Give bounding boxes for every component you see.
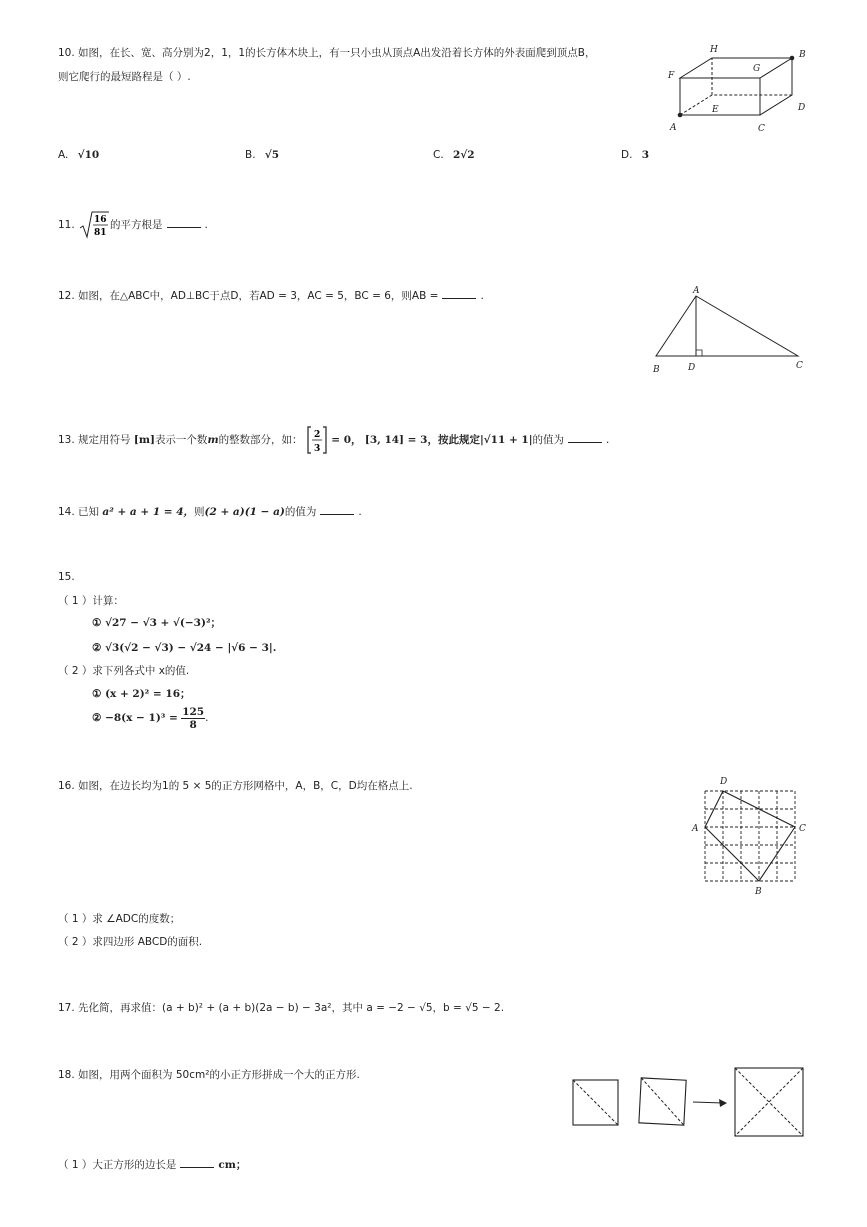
- label-C: C: [796, 361, 803, 371]
- q11: 11. 16 81 的平方根是 .: [58, 210, 208, 240]
- squares-figure: [565, 1062, 810, 1142]
- label-C: C: [758, 124, 765, 134]
- q13: 13. 规定用符号 [m]表示一个数m的整数部分，如： 2 3 = 0， [3, 14] = 3，按此规定|√11 + 1|的值为 .: [58, 426, 609, 454]
- answer-blank[interactable]: [180, 1158, 214, 1168]
- label-H: H: [710, 45, 718, 55]
- sqrt-fraction: [78, 210, 110, 240]
- q18: 18. 如图，用两个面积为 50cm²的小正方形拼成一个大的正方形.: [58, 1069, 360, 1081]
- q10-option-d[interactable]: D. 3: [621, 149, 650, 161]
- label-C: C: [799, 824, 806, 834]
- label-E: E: [712, 105, 719, 115]
- q15-part2-b: ② −8(x − 1)³ = $\frac{125}{8}$ .: [92, 705, 209, 731]
- q16-part1: （ 1 ）求 ∠ADC的度数；: [58, 913, 181, 925]
- cuboid-figure: [660, 40, 810, 140]
- q10-option-b[interactable]: B. √5: [245, 149, 280, 161]
- q15-part2: （ 2 ）求下列各式中 x的值.: [58, 665, 190, 677]
- label-A: A: [692, 824, 699, 834]
- label-B: B: [653, 365, 660, 375]
- answer-blank[interactable]: [167, 218, 201, 228]
- label-B: B: [755, 887, 762, 897]
- q14: 14. 已知 a² + a + 1 = 4，则(2 + a)(1 − a)的值为 .: [58, 506, 362, 518]
- q15-part2-a: ① (x + 2)² = 16；: [92, 688, 191, 700]
- q15-title: 15.: [58, 571, 75, 583]
- q17: 17. 先化简，再求值：(a + b)² + (a + b)(2a − b) − 3a²，其中 a = −2 − √5，b = √5 − 2.: [58, 1002, 505, 1014]
- label-D: D: [688, 363, 696, 373]
- label-D: D: [720, 777, 728, 787]
- radical-sign-icon: [78, 210, 110, 240]
- q15-part1-a: ① √27 − √3 + √(−3)²；: [92, 617, 222, 629]
- svg-text:16: 16: [94, 215, 107, 225]
- q15-part1: （ 1 ）计算：: [58, 595, 124, 607]
- grid-figure: [688, 772, 812, 898]
- triangle-figure: [648, 284, 810, 376]
- label-A: A: [693, 286, 700, 296]
- q15-part1-b: ② √3(√2 − √3) − √24 − |√6 − 3|.: [92, 642, 277, 654]
- answer-blank[interactable]: [320, 505, 354, 515]
- label-G: G: [753, 64, 761, 74]
- svg-text:3: 3: [313, 444, 321, 454]
- q16: 16. 如图，在边长均为1的 5 × 5的正方形网格中，A，B，C，D均在格点上.: [58, 780, 413, 792]
- fraction: $\frac{125}{8}$: [182, 705, 205, 731]
- bracket-fraction-icon: [306, 426, 328, 454]
- q18-part1: （ 1 ）大正方形的边长是 cm；: [58, 1159, 247, 1171]
- q12: 12. 如图，在△ABC中，AD⊥BC于点D，若AD = 3，AC = 5，BC = 6，则AB = .: [58, 290, 484, 302]
- answer-blank[interactable]: [442, 289, 476, 299]
- svg-text:81: 81: [94, 228, 107, 238]
- svg-text:2: 2: [313, 430, 321, 440]
- q16-part2: （ 2 ）求四边形 ABCD的面积.: [58, 936, 203, 948]
- label-D: D: [798, 103, 806, 113]
- label-B: B: [799, 50, 806, 60]
- answer-blank[interactable]: [568, 433, 602, 443]
- label-F: F: [668, 71, 675, 81]
- label-A: A: [670, 123, 677, 133]
- q10-line2: 则它爬行的最短路程是（ ）.: [58, 71, 191, 83]
- q10-option-a[interactable]: A. √10: [58, 149, 100, 161]
- q10-option-c[interactable]: C. 2√2: [433, 149, 475, 161]
- q10-line1: 10. 如图，在长、宽、高分别为2，1，1的长方体木块上，有一只小虫从顶点A出发沿着长方体的外表面爬到顶点B，: [58, 47, 596, 59]
